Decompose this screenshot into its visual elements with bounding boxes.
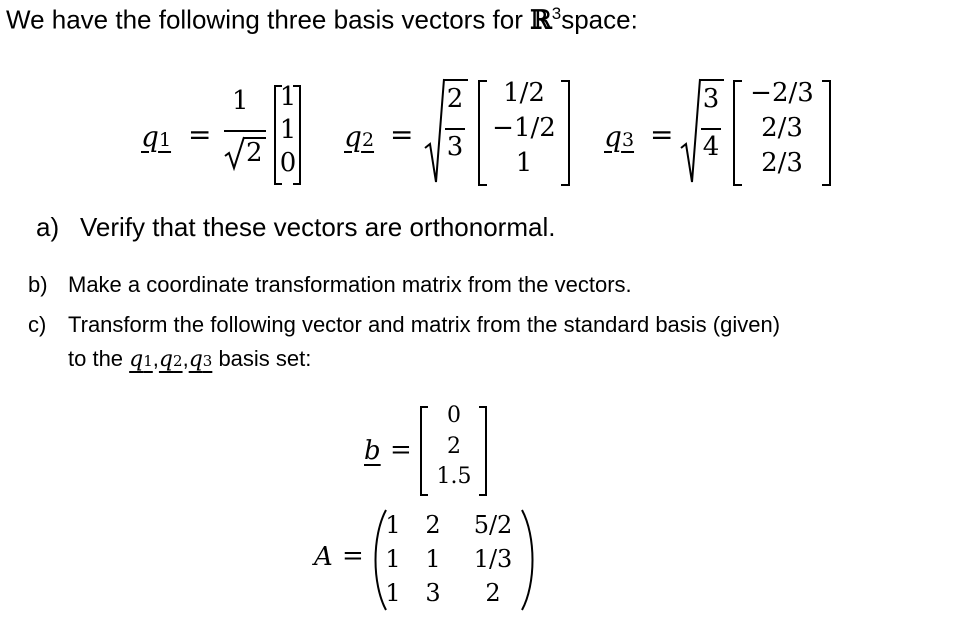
intro-tail: space: <box>561 4 638 35</box>
vector-b-entry: 0 <box>447 403 461 428</box>
q3-radical-bar <box>700 79 724 81</box>
basis-separator: , <box>152 346 159 371</box>
q1-entry: 1 <box>279 82 297 112</box>
task-c <box>28 312 781 338</box>
task-a-label: a) <box>36 212 60 242</box>
task-a <box>36 212 556 243</box>
matrix-a-cell: 3 <box>425 579 441 607</box>
task-c-line2-prefix: to the <box>68 346 130 371</box>
q3-entry: 2/3 <box>761 148 803 178</box>
matrix-a-cell: 1/3 <box>473 545 513 573</box>
matrix-a-cell: 1 <box>385 545 401 573</box>
task-c-line2-suffix: basis set: <box>212 346 312 371</box>
q2-entry: −1/2 <box>492 113 556 143</box>
matrix-a-cell: 2 <box>485 579 501 607</box>
q3-symbol: q3 <box>604 120 635 153</box>
q3-root-numerator: 3 <box>702 84 720 114</box>
task-c-line1: Transform the following vector and matrix from the standard basis (given) <box>68 312 781 337</box>
q1-entry: 1 <box>279 115 297 145</box>
q1-symbol: q1 <box>141 120 172 153</box>
matrix-a-cell: 1 <box>385 511 401 539</box>
space-power: 3 <box>551 4 562 23</box>
q3-entry: −2/3 <box>750 78 814 108</box>
q2-entry: 1/2 <box>503 78 545 108</box>
q3-radical-sign <box>680 78 702 184</box>
basis-separator: , <box>182 346 189 371</box>
q2-root-numerator: 2 <box>446 84 464 114</box>
q3-equals: = <box>650 118 674 151</box>
q3-entry: 2/3 <box>761 113 803 143</box>
q3-root-fraction-bar <box>701 128 721 130</box>
vector-b-entry: 1.5 <box>436 464 472 489</box>
task-a-text: Verify that these vectors are orthonormal. <box>80 212 556 242</box>
q3-root-denominator: 4 <box>702 132 720 162</box>
task-b <box>28 272 632 298</box>
basis-q3: q3 <box>188 347 213 372</box>
vector-b-symbol: b <box>364 436 381 466</box>
q2-radical-sign <box>424 78 446 184</box>
matrix-a-cell: 5/2 <box>473 511 513 539</box>
q1-equals: = <box>188 118 212 151</box>
q2-symbol: q2 <box>344 120 375 153</box>
basis-q1: q1 <box>129 347 153 372</box>
task-c-label: c) <box>28 312 47 337</box>
matrix-a-right-paren <box>520 508 538 612</box>
matrix-a-cell: 1 <box>425 545 441 573</box>
task-c-line2 <box>68 346 311 372</box>
q2-root-fraction-bar <box>445 128 465 130</box>
matrix-a-cell: 2 <box>425 511 441 539</box>
vector-b-equals: = <box>390 435 412 465</box>
basis-q2: q2 <box>158 347 183 372</box>
matrix-a-cell: 1 <box>385 579 401 607</box>
q1-coef-numerator: 1 <box>232 86 249 116</box>
q1-radical-sign <box>224 136 246 170</box>
matrix-a-equals: = <box>342 541 364 571</box>
intro-label: We have the following three basis vectors for <box>6 4 531 35</box>
q1-coef-root: 2 <box>246 138 263 168</box>
space-symbol: ℝ <box>530 5 552 36</box>
matrix-a-symbol: A <box>314 542 333 572</box>
vector-b-entry: 2 <box>447 434 461 459</box>
q2-radical-bar <box>444 79 468 81</box>
q2-root-denominator: 3 <box>446 132 464 162</box>
q1-entry: 0 <box>279 148 297 178</box>
intro-text <box>6 4 638 36</box>
task-b-text: Make a coordinate transformation matrix from the vectors. <box>68 272 632 297</box>
q1-fraction-bar <box>224 130 266 132</box>
q2-equals: = <box>390 118 414 151</box>
q2-entry: 1 <box>515 148 533 178</box>
task-b-label: b) <box>28 272 48 297</box>
